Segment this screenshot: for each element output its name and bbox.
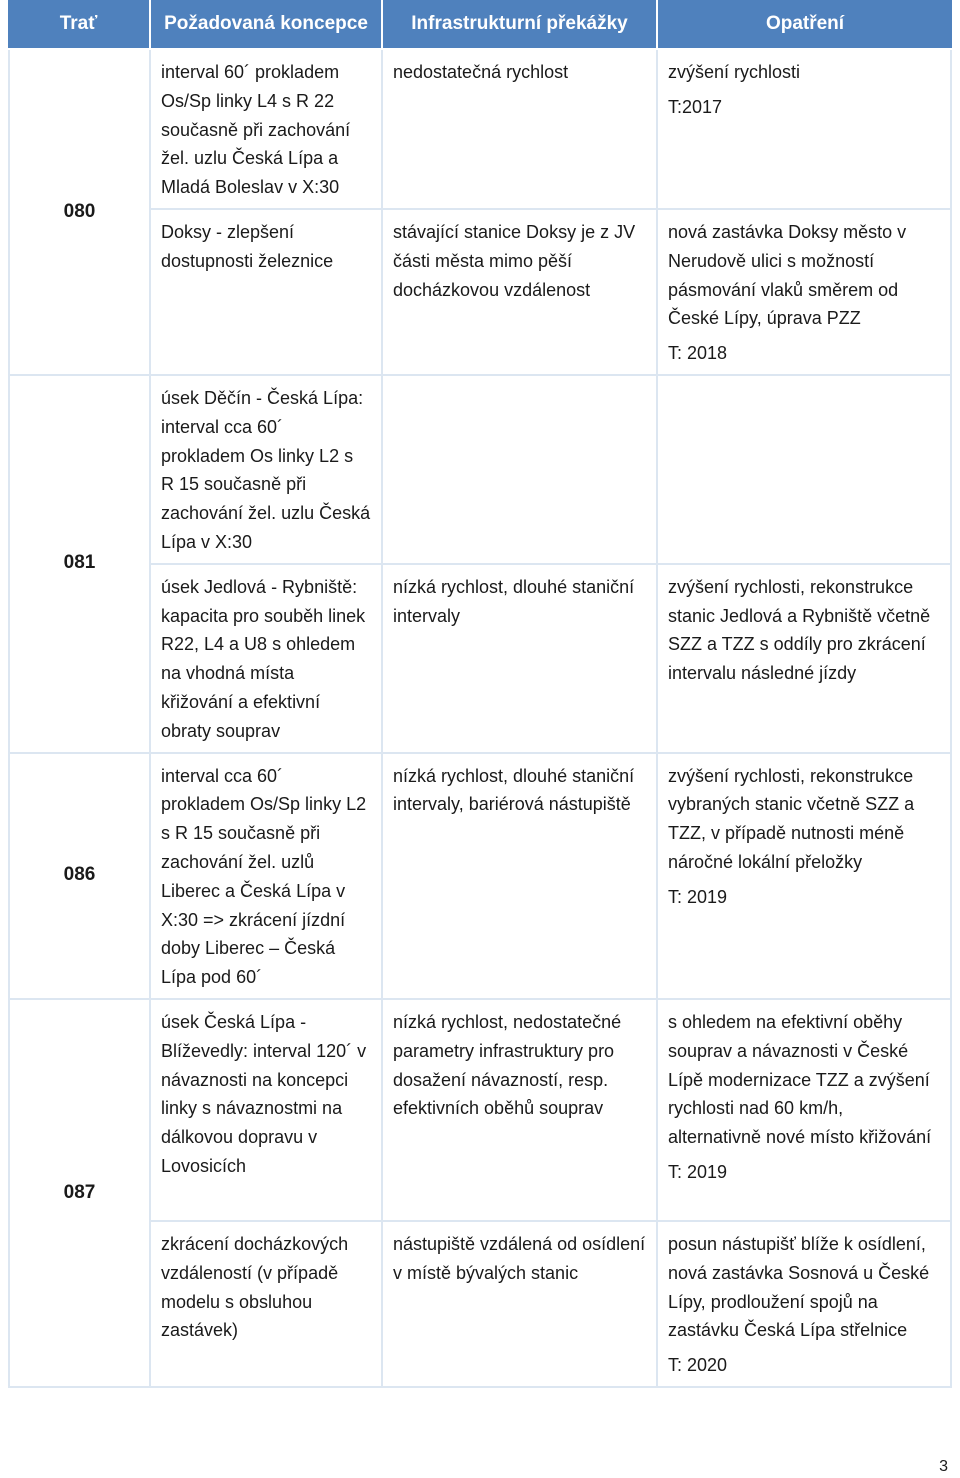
koncepce-cell bbox=[151, 1000, 383, 1222]
header-koncepce: Požadovaná koncepce bbox=[151, 0, 383, 50]
opatreni-cell bbox=[658, 50, 952, 210]
termin-text: T: 2018 bbox=[668, 343, 728, 364]
termin-text: T: 2020 bbox=[668, 1355, 728, 1376]
prekazky-cell bbox=[383, 376, 658, 565]
koncepce-cell bbox=[151, 565, 383, 754]
trat-cell: 081 bbox=[8, 376, 151, 754]
koncepce-text: úsek Jedlová - Rybniště: kapacita pro souběh linek R22, L4 a U8 s ohledem na vhodná místa křižování a efektivní obraty souprav bbox=[161, 576, 366, 741]
koncepce-cell bbox=[151, 210, 383, 376]
opatreni-cell bbox=[658, 1000, 952, 1222]
prekazky-text: nízká rychlost, nedostatečné parametry infrastruktury pro dosažení návazností, resp. efektivních oběhů souprav bbox=[393, 1011, 622, 1119]
prekazky-text: nízká rychlost, dlouhé staniční intervaly bbox=[393, 576, 635, 626]
prekazky-cell bbox=[383, 50, 658, 210]
trat-cell: 087 bbox=[8, 1000, 151, 1388]
koncepce-text: úsek Česká Lípa - Blíževedly: interval 120´ v návaznosti na koncepci linky s návaznostmi na dálkovou dopravu v Lovosicích bbox=[161, 1011, 367, 1176]
page-number: 3 bbox=[939, 1458, 948, 1475]
prekazky-cell bbox=[383, 1222, 658, 1388]
opatreni-text: zvýšení rychlosti, rekonstrukce stanic Jedlová a Rybniště včetně SZZ a TZZ s oddíly pro zkrácení intervalu následné jízdy bbox=[668, 576, 931, 684]
measures-table bbox=[8, 0, 952, 1388]
opatreni-text: nová zastávka Doksy město v Nerudově ulici s možností pásmování vlaků směrem od České Lípy, úprava PZZ bbox=[668, 221, 907, 329]
header-prekazky: Infrastrukturní překážky bbox=[383, 0, 658, 50]
table-row bbox=[8, 50, 952, 210]
opatreni-cell bbox=[658, 565, 952, 754]
trat-cell: 086 bbox=[8, 754, 151, 1000]
koncepce-text: úsek Děčín - Česká Lípa: interval cca 60´ prokladem Os linky L2 s R 15 současně při zachování žel. uzlu Česká Lípa v X:30 bbox=[161, 387, 371, 552]
termin-text: T: 2019 bbox=[668, 1161, 728, 1182]
prekazky-text: stávající stanice Doksy je z JV části města mimo pěší docházkovou vzdálenost bbox=[393, 221, 636, 300]
trat-cell: 080 bbox=[8, 50, 151, 376]
prekazky-cell bbox=[383, 1000, 658, 1222]
opatreni-cell bbox=[658, 210, 952, 376]
koncepce-cell bbox=[151, 50, 383, 210]
table-row bbox=[8, 1000, 952, 1222]
prekazky-cell bbox=[383, 565, 658, 754]
koncepce-cell bbox=[151, 754, 383, 1000]
prekazky-text: nízká rychlost, dlouhé staniční intervaly, bariérová nástupiště bbox=[393, 765, 635, 815]
koncepce-text: interval cca 60´ prokladem Os/Sp linky L2 s R 15 současně při zachování žel. uzlů Liberec a Česká Lípa v X:30 => zkrácení jízdní doby Liberec – Česká Lípa pod 60´ bbox=[161, 765, 367, 988]
opatreni-text: s ohledem na efektivní oběhy souprav a návaznosti v České Lípě modernizace TZZ a zvýšení rychlosti nad 60 km/h, alternativně nové místo křižování bbox=[668, 1011, 932, 1148]
prekazky-cell bbox=[383, 210, 658, 376]
table-row bbox=[8, 376, 952, 565]
table-row bbox=[8, 754, 952, 1000]
termin-text: T: 2019 bbox=[668, 886, 728, 907]
termin-text: T:2017 bbox=[668, 96, 723, 117]
opatreni-cell bbox=[658, 754, 952, 1000]
koncepce-cell bbox=[151, 376, 383, 565]
opatreni-cell bbox=[658, 1222, 952, 1388]
header-opatreni: Opatření bbox=[658, 0, 952, 50]
header-trat: Trať bbox=[8, 0, 151, 50]
opatreni-text: posun nástupišť blíže k osídlení, nová zastávka Sosnová u České Lípy, prodloužení spojů na zastávku Česká Lípa střelnice bbox=[668, 1233, 930, 1341]
prekazky-cell bbox=[383, 754, 658, 1000]
koncepce-text: interval 60´ prokladem Os/Sp linky L4 s R 22 současně při zachování žel. uzlu Česká Lípa a Mladá Boleslav v X:30 bbox=[161, 62, 351, 198]
koncepce-text: Doksy - zlepšení dostupnosti železnice bbox=[161, 221, 334, 271]
table-header-row bbox=[8, 0, 952, 50]
koncepce-cell bbox=[151, 1222, 383, 1388]
opatreni-text: zvýšení rychlosti bbox=[668, 62, 801, 82]
prekazky-text: nedostatečná rychlost bbox=[393, 62, 569, 82]
koncepce-text: zkrácení docházkových vzdáleností (v případě modelu s obsluhou zastávek) bbox=[161, 1233, 349, 1341]
opatreni-cell bbox=[658, 376, 952, 565]
opatreni-text: zvýšení rychlosti, rekonstrukce vybraných stanic včetně SZZ a TZZ, v případě nutnosti méně náročné lokální přeložky bbox=[668, 765, 915, 872]
prekazky-text: nástupiště vzdálená od osídlení v místě bývalých stanic bbox=[393, 1233, 646, 1283]
